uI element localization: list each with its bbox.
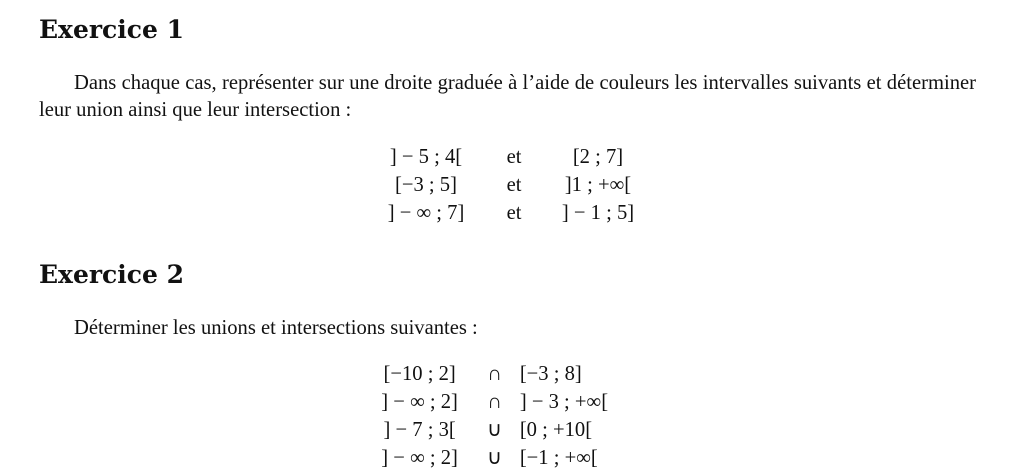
set-operator: ∪ [486, 419, 503, 441]
interval-right: [2 ; 7] [572, 146, 624, 168]
set-operator: ∩ [487, 391, 502, 413]
interval-left: ] − ∞ ; 2] [381, 391, 458, 413]
interval-left: [−3 ; 5] [395, 174, 457, 196]
interval-operator: et [506, 174, 522, 196]
interval-row [370, 171, 650, 199]
interval-left: ] − 7 ; 3[ [383, 419, 456, 441]
exercise-2-instruction: Déterminer les unions et intersections suivantes : [74, 317, 478, 339]
interval-right: ] − 1 ; 5] [561, 202, 635, 224]
interval-row [362, 416, 662, 444]
interval-operator: et [506, 146, 522, 168]
interval-left: ] − ∞ ; 2] [381, 447, 458, 469]
interval-right: [0 ; +10[ [519, 419, 593, 441]
interval-row [370, 199, 650, 227]
exercise-2-title: Exercice 2 [39, 260, 184, 289]
interval-right: ]1 ; +∞[ [564, 174, 632, 196]
interval-right: [−1 ; +∞[ [519, 447, 598, 469]
exercise-1-intervals [370, 143, 650, 227]
interval-row [362, 388, 662, 416]
exercise-1-title: Exercice 1 [39, 15, 184, 44]
set-operator: ∩ [487, 363, 502, 385]
interval-left: ] − 5 ; 4[ [389, 146, 463, 168]
interval-row [362, 444, 662, 472]
interval-operator: et [506, 202, 522, 224]
interval-row [362, 360, 662, 388]
interval-left: [−10 ; 2] [383, 363, 456, 385]
exercise-1-instruction: Dans chaque cas, représenter sur une droite graduée à l’aide de couleurs les intervalles suivants et déterminer leur union ainsi que leur intersection : [39, 72, 976, 121]
interval-row [370, 143, 650, 171]
interval-left: ] − ∞ ; 7] [387, 202, 465, 224]
exercise-2-intervals [362, 360, 662, 472]
interval-right: [−3 ; 8] [519, 363, 582, 385]
interval-right: ] − 3 ; +∞[ [519, 391, 609, 413]
set-operator: ∪ [486, 447, 503, 469]
